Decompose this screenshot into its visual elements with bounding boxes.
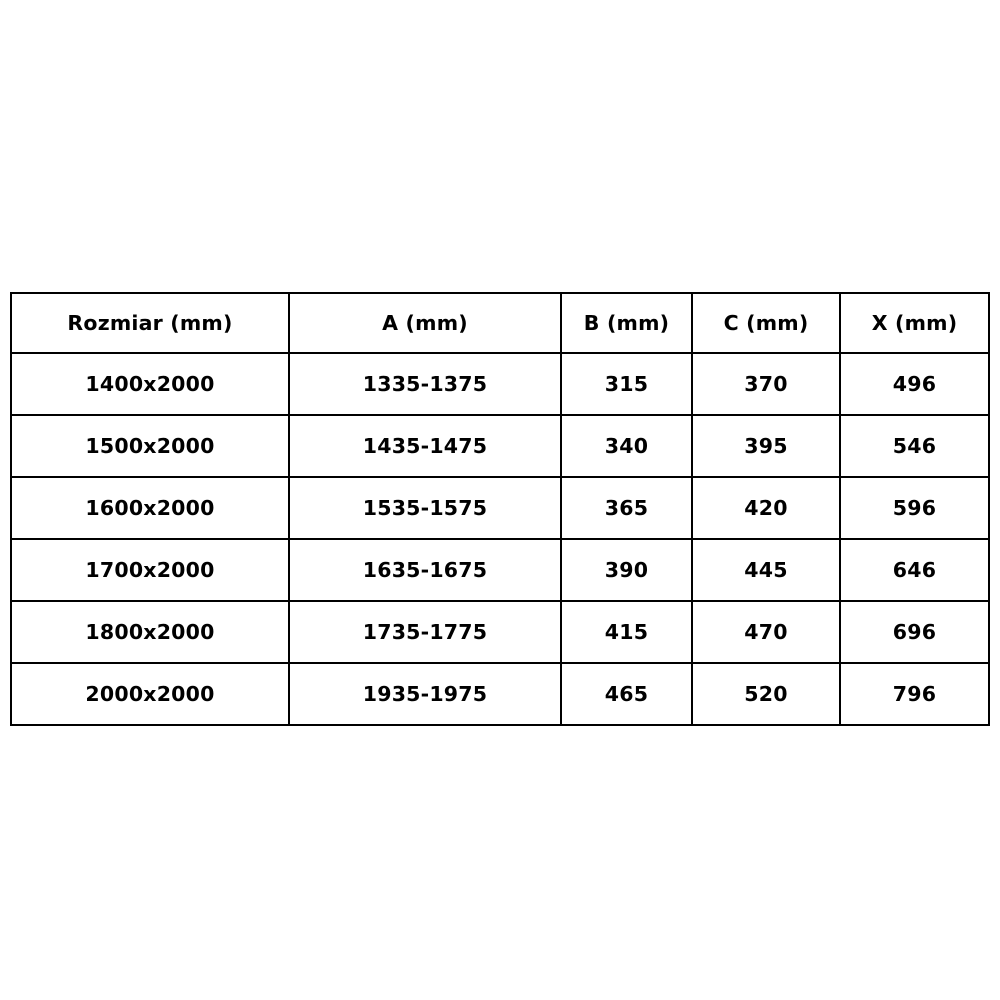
table-row xyxy=(11,663,989,725)
cell-c: 420 xyxy=(692,477,840,539)
cell-x: 696 xyxy=(840,601,989,663)
cell-a: 1335-1375 xyxy=(289,353,561,415)
cell-size: 1500x2000 xyxy=(11,415,289,477)
table-row xyxy=(11,353,989,415)
table-row xyxy=(11,539,989,601)
cell-size: 2000x2000 xyxy=(11,663,289,725)
table-row xyxy=(11,477,989,539)
dimensions-table xyxy=(10,292,990,726)
cell-c: 395 xyxy=(692,415,840,477)
cell-x: 496 xyxy=(840,353,989,415)
cell-c: 470 xyxy=(692,601,840,663)
cell-b: 415 xyxy=(561,601,692,663)
cell-size: 1600x2000 xyxy=(11,477,289,539)
table-header-row xyxy=(11,293,989,353)
cell-b: 390 xyxy=(561,539,692,601)
cell-a: 1935-1975 xyxy=(289,663,561,725)
column-header-rozmiar: Rozmiar (mm) xyxy=(11,293,289,353)
cell-a: 1535-1575 xyxy=(289,477,561,539)
cell-x: 796 xyxy=(840,663,989,725)
spec-table-container xyxy=(0,292,1000,726)
cell-x: 546 xyxy=(840,415,989,477)
cell-x: 646 xyxy=(840,539,989,601)
column-header-a: A (mm) xyxy=(289,293,561,353)
cell-c: 445 xyxy=(692,539,840,601)
cell-a: 1635-1675 xyxy=(289,539,561,601)
cell-size: 1400x2000 xyxy=(11,353,289,415)
cell-b: 315 xyxy=(561,353,692,415)
column-header-c: C (mm) xyxy=(692,293,840,353)
cell-c: 520 xyxy=(692,663,840,725)
table-row xyxy=(11,415,989,477)
cell-a: 1435-1475 xyxy=(289,415,561,477)
column-header-x: X (mm) xyxy=(840,293,989,353)
cell-c: 370 xyxy=(692,353,840,415)
cell-b: 365 xyxy=(561,477,692,539)
cell-a: 1735-1775 xyxy=(289,601,561,663)
table-row xyxy=(11,601,989,663)
cell-x: 596 xyxy=(840,477,989,539)
cell-b: 465 xyxy=(561,663,692,725)
cell-b: 340 xyxy=(561,415,692,477)
cell-size: 1800x2000 xyxy=(11,601,289,663)
column-header-b: B (mm) xyxy=(561,293,692,353)
cell-size: 1700x2000 xyxy=(11,539,289,601)
